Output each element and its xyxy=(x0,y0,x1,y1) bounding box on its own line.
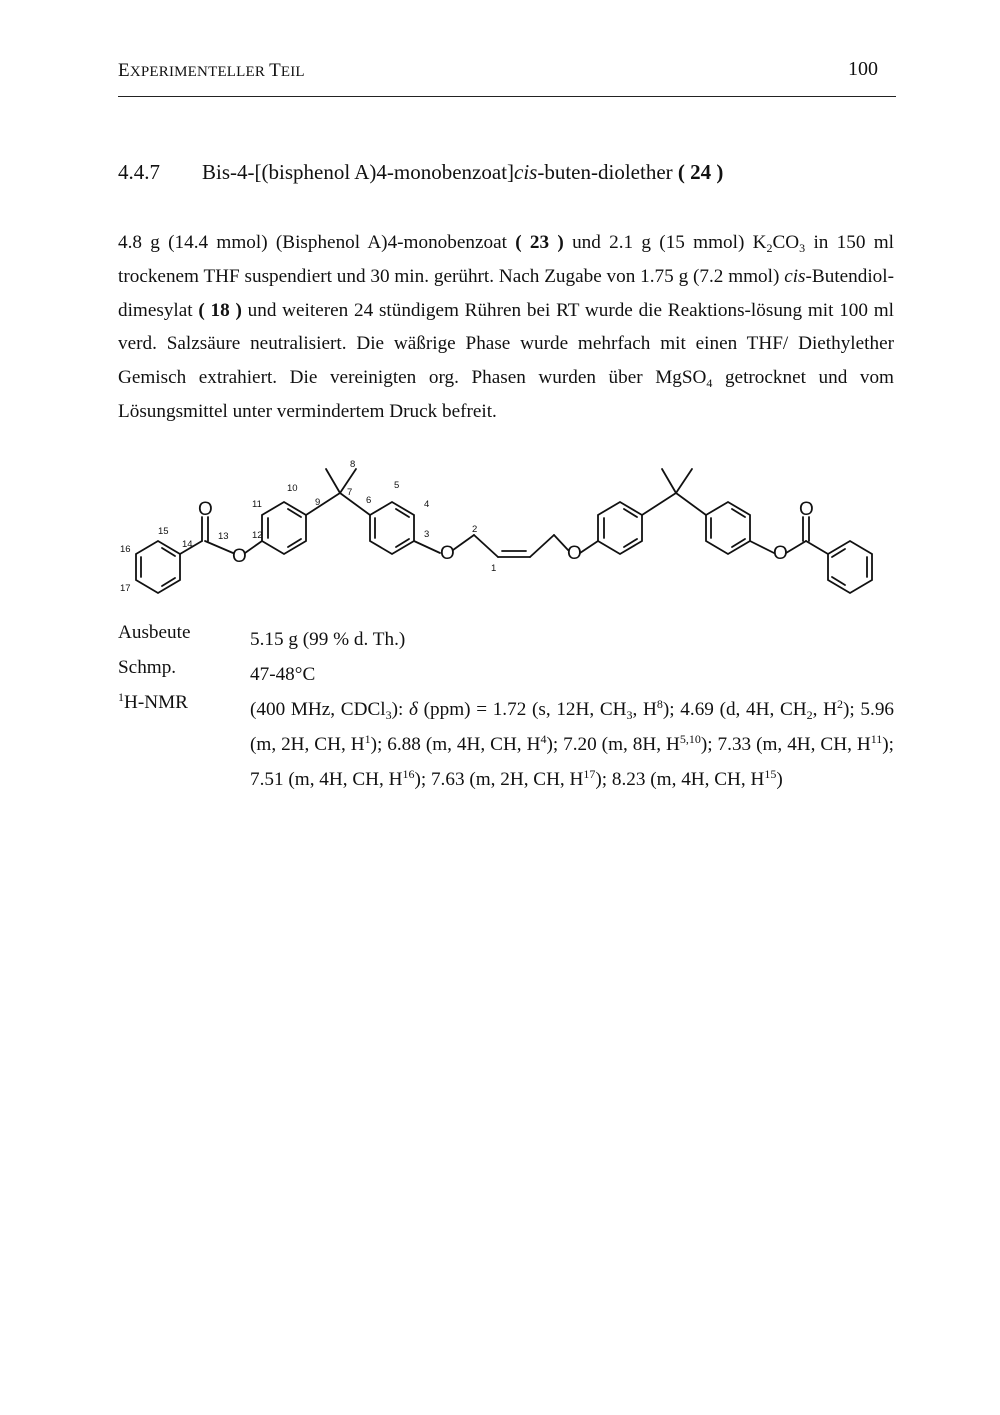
nmr-value xyxy=(250,692,894,797)
atom-number: 16 xyxy=(120,544,131,555)
section-title: Bis-4-[(bisphenol A)4-monobenzoat]cis-buten-diolether ( 24 ) xyxy=(202,160,724,184)
atom-O: O xyxy=(232,546,247,567)
atom-number: 6 xyxy=(366,495,372,506)
nmr-segment: ) xyxy=(776,769,783,790)
nmr-segment: 2 xyxy=(806,708,813,722)
nmr-segment: ); 7.20 (m, 8H, H xyxy=(546,734,680,755)
section-heading xyxy=(118,160,723,185)
nmr-segment: ); 7.33 (m, 4H, CH, H xyxy=(700,734,871,755)
melting-point-row xyxy=(118,657,894,692)
nmr-segment: 3 xyxy=(626,708,633,722)
atom-O: O xyxy=(198,499,213,520)
nmr-segment: 11 xyxy=(870,732,883,746)
atom-number: 3 xyxy=(424,529,430,540)
nmr-segment: (ppm) = 1.72 (s, 12H, CH xyxy=(417,699,627,720)
procedure-paragraph: 4.8 g (14.4 mmol) (Bisphenol A)4-monobenzoat ( 23 ) und 2.1 g (15 mmol) $K_2CO_3$ in 150 ml trockenem THF suspendiert und 30 min. gerührt. Nach Zugabe von 1.75 g (7.2 mmol) cis-Butendiol-dimesylat ( 18 ) und weiteren 24 stündigem Rühren bei RT wurde die Reaktions-lösung mit 100 ml verd. Salzsäure neutralisiert. Die wäßrige Phase wurde mehrfach mit einen THF/ Diethylether Gemisch extrahiert. Die vereinigten org. Phasen wurden über MgSO$_4$ getrocknet und vom Lösungsmittel unter vermindertem Druck befreit. xyxy=(118,232,895,422)
section-number: 4.4.7 xyxy=(118,160,160,184)
atom-O: O xyxy=(567,543,582,564)
nmr-segment: ); 5.96 (m, 2H, CH, H xyxy=(250,699,895,755)
atom-number: 8 xyxy=(350,459,356,470)
yield-value: 5.15 g (99 % d. Th.) xyxy=(250,629,406,650)
nmr-segment: ): xyxy=(391,699,409,720)
atom-number: 1 xyxy=(491,563,497,574)
atom-O: O xyxy=(773,543,788,564)
melting-point-label: Schmp. xyxy=(118,657,177,678)
atom-number: 11 xyxy=(252,499,262,510)
nmr-segment: ); 8.23 (m, 4H, CH, H xyxy=(595,769,765,790)
yield-row xyxy=(118,622,894,657)
nmr-segment: 16 xyxy=(402,767,415,781)
benzene-ring-left xyxy=(136,541,180,593)
nmr-segment: ); 7.51 (m, 4H, CH, H xyxy=(250,734,894,790)
atom-number: 17 xyxy=(120,583,131,594)
nmr-segment: ); 7.63 (m, 2H, CH, H xyxy=(414,769,584,790)
compound-properties xyxy=(118,622,894,797)
atom-number: 2 xyxy=(472,524,478,535)
atom-number: 4 xyxy=(424,499,430,510)
benzene-ring-3 xyxy=(370,502,414,554)
yield-label: Ausbeute xyxy=(118,622,191,643)
structural-formula xyxy=(110,455,900,605)
nmr-row xyxy=(118,692,894,797)
nmr-segment: 4 xyxy=(540,732,547,746)
nmr-segment: 1 xyxy=(364,732,371,746)
atom-O: O xyxy=(440,543,455,564)
nmr-segment: (400 MHz, CDCl xyxy=(250,699,386,720)
nmr-segment: 15 xyxy=(764,767,777,781)
nmr-segment: ); 4.69 (d, 4H, CH xyxy=(662,699,807,720)
nmr-segment: 8 xyxy=(656,697,663,711)
nmr-segment: ); 6.88 (m, 4H, CH, H xyxy=(370,734,541,755)
nmr-segment: , H xyxy=(632,699,657,720)
running-header xyxy=(118,58,896,97)
nmr-label: $^1$H-NMR xyxy=(118,690,188,713)
page-number: 100 xyxy=(848,58,878,80)
benzene-ring-right xyxy=(828,541,872,593)
atom-number: 13 xyxy=(218,531,229,542)
benzene-ring-5 xyxy=(706,502,750,554)
nmr-segment: 2 xyxy=(837,697,844,711)
nmr-segment: 5,10 xyxy=(679,732,701,746)
atom-number: 9 xyxy=(315,497,321,508)
nmr-segment: , H xyxy=(812,699,838,720)
atom-number: 7 xyxy=(347,487,353,498)
atom-number: 15 xyxy=(158,526,169,537)
nmr-segment: δ xyxy=(409,699,418,720)
nmr-segment: 17 xyxy=(583,767,596,781)
atom-number: 5 xyxy=(394,480,400,491)
atom-number: 10 xyxy=(287,483,298,494)
atom-number: 14 xyxy=(182,539,193,550)
nmr-segment: 3 xyxy=(385,708,392,722)
melting-point-value: 47-48°C xyxy=(250,664,316,685)
header-title: EXPERIMENTELLER TEIL xyxy=(118,60,305,81)
atom-number: 12 xyxy=(252,530,263,541)
atom-O: O xyxy=(799,499,814,520)
